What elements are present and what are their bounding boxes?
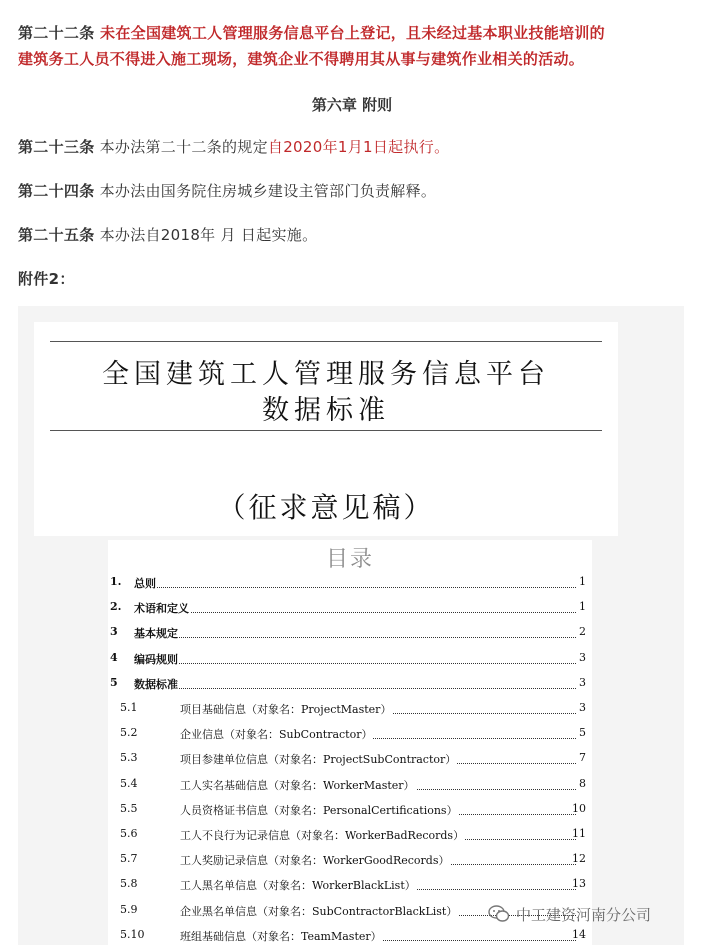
toc-row-page: 1 — [579, 575, 586, 588]
toc-row — [108, 774, 592, 794]
article-22-body: 未在全国建筑工人管理服务信息平台上登记，且未经过基本职业技能培训的 — [100, 24, 605, 42]
toc-row-page: 11 — [572, 827, 586, 840]
toc-row — [108, 824, 592, 844]
article-23-body: 本办法第二十二条的规定 — [99, 138, 268, 156]
toc-row-number: 5.9 — [120, 902, 138, 916]
article-22-body-cont: 建筑务工人员不得进入施工现场，建筑企业不得聘用其从事与建筑作业相关的活动。 — [18, 50, 585, 68]
toc-row — [108, 597, 592, 617]
toc-row-number: 3 — [110, 625, 118, 639]
toc-row-number: 5.7 — [120, 852, 138, 866]
article-23 — [18, 134, 690, 160]
toc-row-page: 2 — [579, 625, 586, 639]
toc-row-number: 5.3 — [120, 751, 138, 765]
article-24-body: 本办法由国务院住房城乡建设主管部门负责解释。 — [99, 182, 437, 200]
toc-row-number: 5.4 — [120, 776, 138, 790]
toc-row-page: 5 — [579, 726, 586, 740]
article-23-date: 自2020年1月1日起执行。 — [267, 138, 450, 156]
chapter-heading: 第六章 附则 — [311, 96, 393, 114]
toc-row-page: 7 — [579, 751, 586, 765]
toc-row — [108, 925, 592, 945]
wechat-icon — [488, 904, 510, 924]
toc-row-page: 8 — [579, 776, 586, 790]
toc-row-number: 2. — [110, 600, 122, 614]
toc-row-number: 5.5 — [120, 801, 138, 815]
toc-row-leader — [134, 600, 576, 613]
watermark — [488, 901, 651, 927]
toc-row-label: 术语和定义 — [134, 602, 189, 616]
toc-row-page: 1 — [579, 600, 586, 614]
watermark-text: 中工建资河南分公司 — [516, 905, 652, 924]
toc-row-label: 项目参建单位信息（对象名：ProjectSubContractor） — [180, 753, 457, 767]
cover-title-line2: 数据标准 — [262, 395, 390, 426]
toc-row-label: 数据标准 — [134, 677, 178, 691]
toc-row-page: 10 — [572, 801, 586, 815]
toc-row-label: 编码规则 — [134, 652, 178, 666]
toc-row-label: 项目基础信息（对象名：ProjectMaster） — [180, 703, 392, 716]
toc-row-page: 3 — [579, 701, 586, 714]
toc-row-page: 3 — [579, 650, 586, 664]
toc-row-label: 人员资格证书信息（对象名：PersonalCertifications） — [180, 803, 458, 817]
toc-row-number: 5.8 — [120, 877, 138, 891]
toc-row-label: 工人不良行为记录信息（对象名：WorkerBadRecords） — [180, 829, 465, 842]
article-24-label: 第二十四条 — [18, 182, 95, 200]
article-25-body: 本办法自2018年 月 日起实施。 — [99, 226, 318, 244]
toc-title: 目录 — [325, 547, 374, 572]
article-24 — [18, 178, 690, 204]
toc-row — [108, 648, 592, 668]
toc-row — [108, 799, 592, 819]
toc-row-number: 5.6 — [120, 827, 138, 840]
toc-row-leader — [134, 575, 576, 588]
toc-row-label: 工人实名基础信息（对象名：WorkerMaster） — [180, 778, 415, 792]
toc-row-page: 12 — [572, 852, 586, 866]
toc-row — [108, 723, 592, 743]
cover-title-line1: 全国建筑工人管理服务信息平台 — [102, 359, 550, 390]
toc-row-label: 企业黑名单信息（对象名：SubContractorBlackList） — [180, 904, 458, 918]
toc-row-page: 13 — [572, 877, 586, 891]
toc-row — [108, 622, 592, 642]
article-25-label: 第二十五条 — [18, 226, 95, 244]
toc-row — [108, 849, 592, 869]
document-cover — [34, 322, 618, 536]
toc-row — [108, 748, 592, 768]
toc-row-label: 基本规定 — [134, 627, 178, 641]
toc-row-number: 5.2 — [120, 726, 138, 740]
toc-row-label: 总则 — [134, 577, 156, 590]
article-22-label: 第二十二条 — [18, 24, 95, 42]
toc-row-page: 14 — [572, 927, 586, 941]
toc-row-leader — [134, 625, 576, 638]
article-25 — [18, 222, 690, 248]
toc-row-label: 工人黑名单信息（对象名：WorkerBlackList） — [180, 879, 416, 893]
table-of-contents — [108, 540, 592, 945]
toc-row-number: 5.1 — [120, 701, 138, 714]
cover-bottom-rule — [50, 430, 602, 431]
toc-row-leader — [134, 676, 576, 689]
article-22 — [18, 20, 690, 72]
cover-top-rule — [50, 341, 602, 342]
toc-row-number: 5 — [110, 675, 118, 689]
toc-row-number: 4 — [110, 650, 118, 664]
toc-row — [108, 572, 592, 592]
toc-row-number: 5.10 — [120, 927, 145, 941]
toc-row — [108, 698, 592, 718]
toc-row-label: 工人奖励记录信息（对象名：WorkerGoodRecords） — [180, 854, 450, 868]
cover-draft-note: （征求意见稿） — [217, 491, 435, 524]
toc-row-leader — [134, 651, 576, 664]
toc-row-label: 班组基础信息（对象名：TeamMaster） — [180, 929, 382, 943]
article-23-label: 第二十三条 — [18, 138, 95, 156]
toc-row — [108, 673, 592, 693]
toc-row-page: 3 — [579, 675, 586, 689]
attachment-label: 附件2： — [18, 270, 75, 288]
toc-row-number: 1. — [110, 575, 122, 588]
toc-row — [108, 874, 592, 894]
toc-row-label: 企业信息（对象名：SubContractor） — [180, 728, 373, 742]
